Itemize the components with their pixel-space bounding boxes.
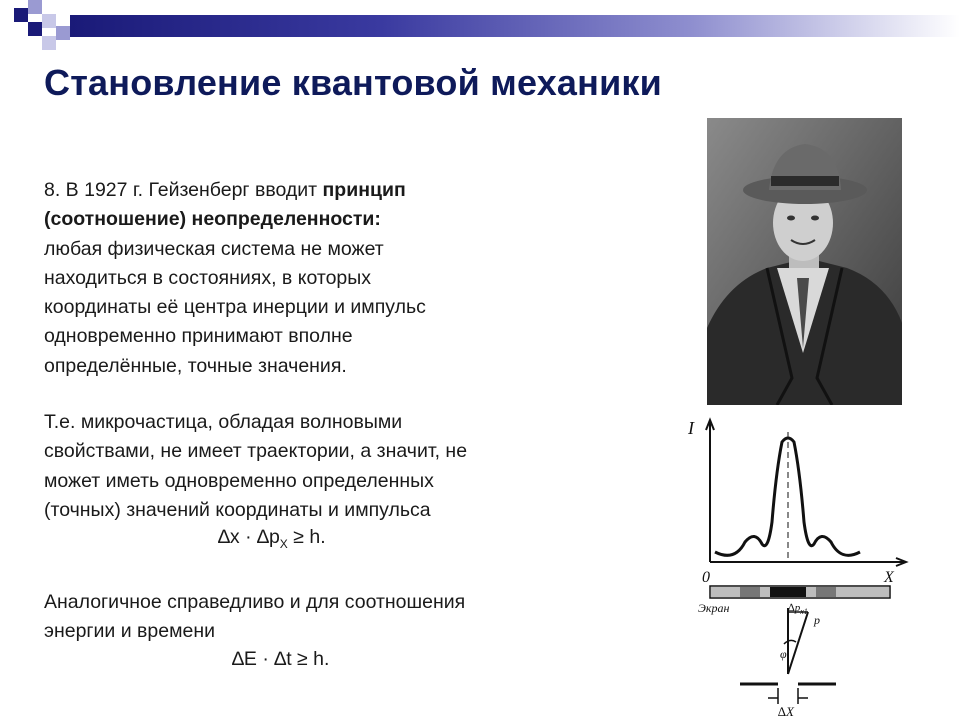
- heisenberg-portrait: [707, 118, 902, 405]
- text-line: свойствами, не имеет траектории, а значит, не: [44, 440, 468, 463]
- text-line: координаты её центра инерции и импульс: [44, 296, 426, 319]
- axis-x-label: X: [884, 569, 894, 586]
- formula-energy-time: ∆E · ∆t ≥ h.: [232, 648, 330, 670]
- bold-term: принцип: [322, 179, 406, 201]
- dp-symbol: ∆p: [788, 602, 801, 614]
- origin-label: 0: [702, 569, 710, 586]
- p-label: p: [814, 613, 820, 627]
- axis-y-label: I: [688, 418, 694, 438]
- text-line: одновременно принимают вполне: [44, 325, 353, 348]
- text-span: 8. В 1927 г. Гейзенберг вводит: [44, 179, 323, 201]
- decor-square: [14, 8, 28, 22]
- paragraph-energy-time: [44, 588, 465, 647]
- text-line: находиться в состояниях, в которых: [44, 266, 372, 289]
- header-decoration: [0, 0, 960, 56]
- text-line: (точных) значений координаты и импульса: [44, 498, 431, 521]
- formula-part: ∆x · ∆p: [218, 526, 280, 548]
- decor-square: [28, 22, 42, 36]
- text-line: определённые, точные значения.: [44, 354, 347, 377]
- text-line: [44, 176, 426, 205]
- paragraph-microparticle: [44, 408, 467, 525]
- text-line: Т.е. микрочастица, обладая волновыми: [44, 411, 403, 433]
- text-line: энергии и времени: [44, 620, 215, 643]
- screen-label: Экран: [698, 601, 730, 615]
- phi-arc: [784, 640, 796, 644]
- slide-title: Становление квантовой механики: [44, 62, 662, 103]
- screen-bright-spot: [770, 587, 806, 597]
- formula-part: ≥ h.: [287, 526, 326, 548]
- dp-subscript: x1: [800, 607, 808, 616]
- header-gradient-bar: [70, 15, 960, 37]
- screen-side-band: [740, 587, 760, 597]
- formula-position-momentum: [218, 526, 326, 551]
- phi-label: φ: [780, 647, 787, 661]
- decor-square: [42, 36, 56, 50]
- text-line: [44, 205, 426, 234]
- dp-label: [788, 602, 808, 616]
- text-line: Аналогичное справедливо и для соотношения: [44, 591, 466, 613]
- dx-label: ∆X: [778, 704, 794, 717]
- screen-side-band: [816, 587, 836, 597]
- momentum-deflected: [788, 612, 808, 674]
- bold-term: (соотношение) неопределенности:: [44, 208, 381, 231]
- decor-square: [28, 0, 42, 14]
- diffraction-diagram: [680, 412, 910, 717]
- paragraph-heisenberg: [44, 176, 426, 381]
- text-line: может иметь одновременно определенных: [44, 469, 434, 492]
- formula-subscript: X: [279, 536, 288, 551]
- decor-square: [42, 14, 56, 28]
- text-line: любая физическая система не может: [44, 237, 384, 260]
- decor-square: [56, 26, 70, 40]
